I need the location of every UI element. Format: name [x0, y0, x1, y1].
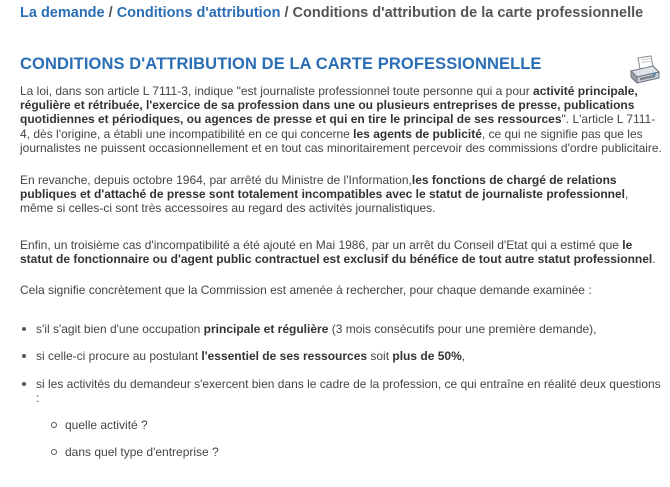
- emphasis: l'essentiel de ses ressources: [201, 349, 368, 364]
- emphasis: les fonctions de chargé de relations publiques et d'attaché de presse sont totalement incompatibles avec le statut de journaliste professionnel: [20, 173, 625, 202]
- emphasis: le statut de fonctionnaire ou d'agent public contractuel est exclusif du bénéfice de tout autre statut professionnel: [20, 237, 653, 266]
- breadcrumb-link-conditions[interactable]: Conditions d'attribution: [116, 5, 281, 21]
- criteria-list: [20, 322, 663, 459]
- emphasis: plus de 50%: [392, 349, 462, 364]
- list-item: [20, 322, 663, 336]
- main-content: [20, 84, 663, 472]
- paragraph-relations-publiques: [20, 173, 663, 216]
- text: En revanche, depuis octobre 1964, par arrêté du Ministre de l'Information,: [20, 173, 412, 188]
- sub-list-item: dans quel type d'entreprise ?: [36, 445, 663, 459]
- paragraph-intro-list: Cela signifie concrètement que la Commission est amenée à rechercher, pour chaque demande examinée :: [20, 283, 592, 298]
- text: s'il s'agit bien d'une occupation: [36, 322, 204, 337]
- sub-list: [36, 418, 663, 459]
- text: , même si celles-ci sont très accessoires au regard des activités journalistiques.: [20, 187, 629, 216]
- text: La loi, dans son article L 7111-3, indique "est journaliste professionnel toute personne qui a pour: [20, 84, 534, 98]
- text: si celle-ci procure au postulant: [36, 349, 202, 364]
- text: , ce qui ne signifie pas que les journalistes ne puissent occasionnellement et en tout cas minoritairement percevoir des commissions d'ordre publicitaire.: [20, 126, 662, 155]
- sub-list-item: quelle activité ?: [36, 418, 663, 432]
- emphasis: les agents de publicité: [353, 126, 482, 141]
- paragraph-fonctionnaire: [20, 238, 663, 266]
- page-title: CONDITIONS D'ATTRIBUTION DE LA CARTE PROFESSIONNELLE: [20, 55, 542, 73]
- emphasis: principale et régulière: [203, 322, 329, 337]
- text: Enfin, un troisième cas d'incompatibilité a été ajouté en Mai 1986, par un arrêt du Conseil d'Etat qui a estimé que: [20, 237, 623, 252]
- breadcrumb-separator: /: [284, 5, 289, 21]
- text: ,: [461, 349, 466, 364]
- emphasis: activité principale, régulière et rétribuée, l'exercice de sa profession dans une ou plusieurs entreprises de presse, publications quotidiennes et périodiques, ou agences de presse et qui en tire le principal de ses ressources: [20, 84, 638, 127]
- breadcrumb: [20, 5, 643, 21]
- breadcrumb-current: Conditions d'attribution de la carte professionnelle: [292, 5, 644, 21]
- text: ". L'article L 7111-4, dès l'origine, a établi une incompatibilité en ce qui concerne: [20, 112, 656, 141]
- breadcrumb-link-demande[interactable]: La demande: [20, 5, 105, 21]
- text: si les activités du demandeur s'exercent bien dans le cadre de la profession, ce qui entraîne en réalité deux questions :: [36, 376, 661, 405]
- list-item: [20, 377, 663, 460]
- text: soit: [367, 349, 393, 364]
- paragraph-definition: [20, 84, 663, 155]
- printer-icon[interactable]: [629, 55, 661, 87]
- text: .: [652, 251, 656, 266]
- text: (3 mois consécutifs pour une première demande),: [328, 322, 597, 337]
- breadcrumb-separator: /: [108, 5, 113, 21]
- list-item: [20, 349, 663, 363]
